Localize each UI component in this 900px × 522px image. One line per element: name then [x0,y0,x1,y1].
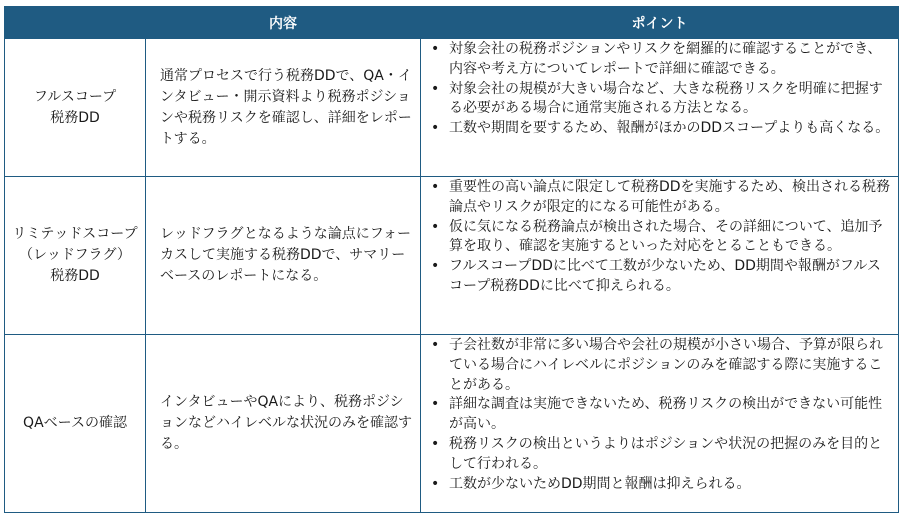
point-text: 重要性の高い論点に限定して税務DDを実施するため、検出される税務論点やリスクが限定的になる可能性がある。 [449,179,890,215]
category-line: QAベースの確認 [23,415,127,431]
point-text: 税務リスクの検出というよりはポジションや状況の把握のみを目的として行われる。 [449,435,883,472]
category-line: 税務DD [50,109,100,126]
category-line: （レッドフラグ） [19,247,131,263]
list-item [429,119,892,139]
table-row [5,39,899,177]
bullet-icon: • [431,475,440,492]
point-text: フルスコープDDに比べて工数が少ないため、DD期間や報酬がフルスコープ税務DDに比べて抑えられる。 [449,258,881,294]
bullet-icon: • [431,120,440,137]
point-text: 対象会社の規模が大きい場合など、大きな税務リスクを明確に把握する必要がある場合に通常実施される方法となる。 [449,80,883,117]
point-text: 子会社数が非常に多い場合や会社の規模が小さい場合、予算が限られている場合にハイレベルにポジションのみを確認する際に実施することがある。 [449,337,883,393]
category-cell [5,335,146,513]
points-cell [421,177,899,335]
list-item [429,395,892,435]
point-text: 詳細な調査は実施できないため、税務リスクの検出ができない可能性が高い。 [449,396,883,433]
content-cell: レッドフラグとなるような論点にフォーカスして実施する税務DDで、サマリーベースのレポートになる。 [146,177,421,335]
bullet-icon: • [431,41,440,57]
list-item [429,257,892,297]
bullet-icon: • [431,337,440,353]
points-cell [421,39,899,177]
list-item [429,435,892,475]
header-blank [5,7,146,39]
category-line: フルスコープ [33,88,117,105]
bullet-icon: • [431,80,440,97]
scope-comparison-table [4,6,899,513]
point-text: 仮に気になる税務論点が検出された場合、その詳細について、追加予算を取り、確認を実施するといった対応をとることもできる。 [449,218,883,255]
category-cell [5,177,146,335]
bullet-icon: • [431,179,440,195]
list-item [429,475,892,495]
content-cell: 通常プロセスで行う税務DDで、QA・インタビュー・開示資料より税務ポジションや税務リスクを確認し、詳細をレポートする。 [146,39,421,177]
point-text: 対象会社の税務ポジションやリスクを網羅的に確認することができ、内容や考え方についてレポートで詳細に確認できる。 [449,41,882,77]
header-row [5,7,899,39]
table-row [5,177,899,335]
bullet-icon: • [431,218,440,235]
point-list [429,40,892,139]
category-line: 税務DD [50,268,100,284]
point-text: 工数が少ないためDD期間と報酬は抑えられる。 [449,475,751,492]
point-text: 工数や期間を要するため、報酬がほかのDDスコープよりも高くなる。 [449,120,890,137]
content-cell: インタビューやQAにより、税務ポジションなどハイレベルな状況のみを確認する。 [146,335,421,513]
list-item [429,40,892,80]
category-line: リミテッドスコープ [12,226,138,242]
table-row [5,335,899,513]
list-item [429,178,892,218]
list-item [429,218,892,258]
bullet-icon: • [431,435,440,452]
point-list [429,178,892,297]
bullet-icon: • [431,258,440,275]
list-item [429,80,892,120]
header-points: ポイント [421,7,899,39]
scope-comparison-table-wrapper [4,6,898,513]
list-item [429,336,892,395]
category-cell [5,39,146,177]
points-cell [421,335,899,513]
bullet-icon: • [431,396,440,413]
header-content: 内容 [146,7,421,39]
point-list [429,336,892,494]
